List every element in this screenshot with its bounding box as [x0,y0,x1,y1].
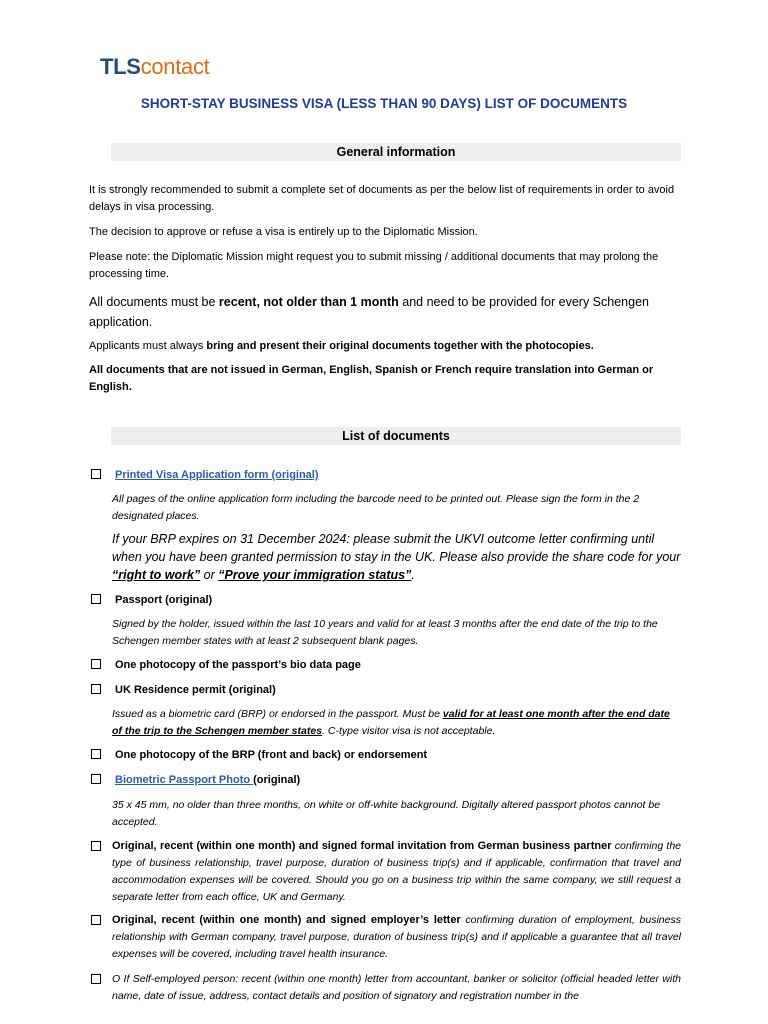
item-uk-residence-permit: UK Residence permit (original) [91,682,691,699]
paragraph-translation: All documents that are not issued in German, English, Spanish or French require translation into German or English. [89,364,654,393]
checkbox-icon[interactable] [91,915,101,925]
checkbox-icon[interactable] [91,469,101,479]
biometric-passport-photo-link[interactable]: Biometric Passport Photo [115,774,254,786]
item-self-employed-letter: O If Self-employed person: recent (within one month) letter from accountant, banker or solicitor (official headed letter with name, date of issue, address, contact details and position of signatory and registration number in the [91,971,681,1005]
passport-description: Signed by the holder, issued within the last 10 years and valid for at least 3 months after the end date of the trip to the Schengen member states with at least 2 subsequent blank pages. [112,618,658,647]
list-of-documents-heading: List of documents [111,427,681,445]
general-information-heading: General information [111,143,681,161]
item-passport-photo: Biometric Passport Photo (original) [91,772,691,789]
checkbox-icon[interactable] [91,774,101,784]
prove-immigration-status-link[interactable]: “Prove your immigration status” [218,568,412,582]
checkbox-icon[interactable] [91,974,101,984]
item-passport-photocopy: One photocopy of the passport’s bio data page [91,657,691,674]
right-to-work-link[interactable]: “right to work” [112,568,201,582]
passport-photo-description: 35 x 45 mm, no older than three months, on white or off-white background. Digitally altered passport photos cannot be accepted. [112,799,661,828]
visa-application-form-link[interactable]: Printed Visa Application form (original) [115,469,319,481]
residence-permit-description: Issued as a biometric card (BRP) or endorsed in the passport. Must be valid for at least one month after the end date of the trip to the Schengen member states. C-type visitor visa is not acceptable. [112,708,670,737]
checkbox-icon[interactable] [91,659,101,669]
paragraph-recommendation: It is strongly recommended to submit a complete set of documents as per the below list of requirements in order to avoid delays in visa processing. [89,184,675,213]
item-passport: Passport (original) [91,592,691,609]
item-brp-photocopy: One photocopy of the BRP (front and back) or endorsement [91,747,691,764]
paragraph-originals: Applicants must always bring and present their original documents together with the photocopies. [89,340,594,352]
paragraph-decision: The decision to approve or refuse a visa is entirely up to the Diplomatic Mission. [89,226,478,238]
item-employer-letter: Original, recent (within one month) and signed employer’s letter confirming duration of employment, business relationship with German company, travel purpose, duration of business trip(s) and if applicable a guarantee that all travel expenses will be covered, including travel health insurance. [91,912,681,963]
checkbox-icon[interactable] [91,684,101,694]
tlscontact-logo: TLScontact [100,54,210,79]
item-invitation-letter: Original, recent (within one month) and signed formal invitation from German business partner confirming the type of business relationship, travel purpose, duration of business trip(s) and if applicable, confirmation that travel and accommodation expenses will be covered. Should you go on a business trip within the same company, we still request a separate letter from each office, UK and Germany. [91,838,681,906]
brp-expiry-note: If your BRP expires on 31 December 2024: please submit the UKVI outcome letter confirming until when you have been granted permission to stay in the UK. Please also provide the share code for your “right to work” or “Prove your immigration status”. [112,532,681,582]
paragraph-recent-documents: All documents must be recent, not older than 1 month and need to be provided for every Schengen application. [89,295,649,329]
item-visa-application-form [91,467,691,484]
visa-application-form-description: All pages of the online application form including the barcode need to be printed out. Please sign the form in the 2 designated places. [112,493,640,522]
checkbox-icon[interactable] [91,594,101,604]
paragraph-note: Please note: the Diplomatic Mission might request you to submit missing / additional documents that may prolong the processing time. [89,251,659,280]
document-title: SHORT-STAY BUSINESS VISA (LESS THAN 90 DAYS) LIST OF DOCUMENTS [140,96,628,111]
checkbox-icon[interactable] [91,749,101,759]
checkbox-icon[interactable] [91,841,101,851]
